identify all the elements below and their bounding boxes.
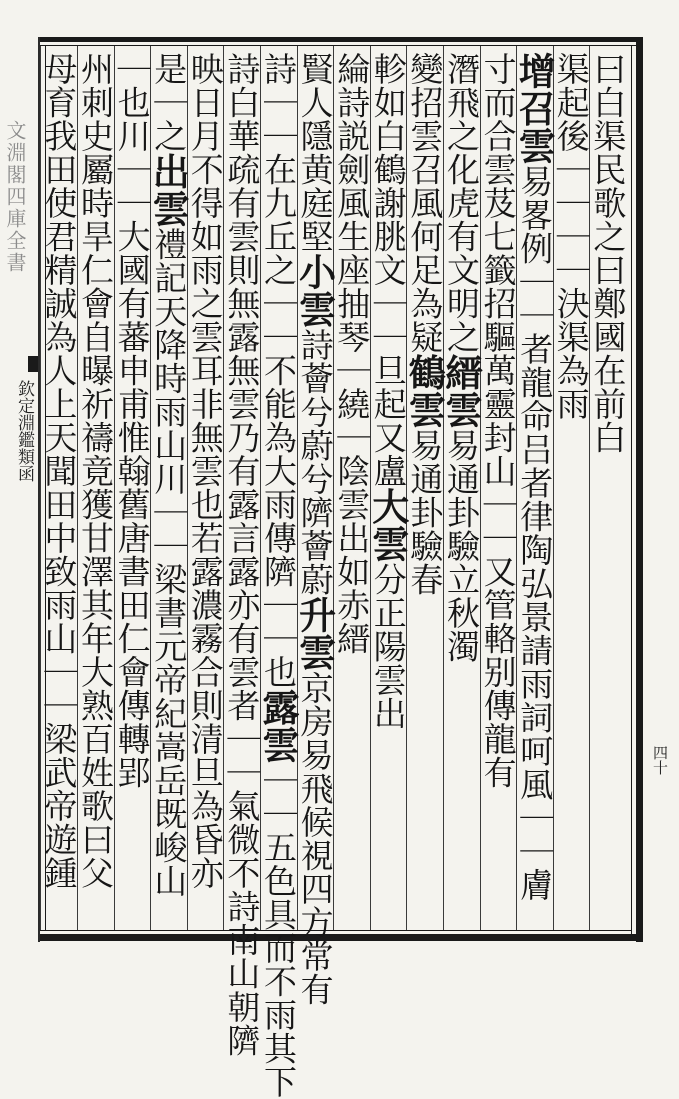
column-text: 詩白華疏有雲則無露無雲乃有露言露亦有雲者｜｜氣微不 — [222, 52, 262, 890]
column-text: 詩｜｜在九丘 — [259, 52, 298, 253]
column-text: 潛飛之化虎有文明之 — [442, 52, 481, 354]
column-text: 渠起後｜｜｜｜決渠為雨 — [551, 52, 591, 421]
entry-heading: 大雲 — [365, 487, 410, 563]
entry-heading: 小雲 — [292, 253, 337, 328]
frame-bottom-inner-rule — [38, 930, 632, 931]
column-text: 變招雲召風何足為疑 — [405, 52, 445, 354]
entry-heading: 縉雲 — [439, 353, 483, 429]
margin-faded-text: 文淵閣四庫全書 — [3, 120, 27, 274]
column-text: 分正陽雲出 — [368, 562, 408, 730]
frame-bottom-rule — [38, 934, 643, 941]
column-text: 易畧例｜｜者龍命吕者律陶弘景請雨詞呵風｜｜膚 — [515, 164, 555, 902]
column-text: 傳隮｜｜也 — [259, 521, 298, 689]
frame-top-rule — [38, 37, 643, 42]
column-text: 曰白渠民歌之曰鄭國在前白 — [588, 52, 628, 454]
margin-book-title: 欽定淵鑑類函 — [14, 380, 34, 482]
column-text: 京房易飛候視四方常有 — [295, 671, 335, 1006]
column-text: 陰雲出如赤縉 — [332, 454, 372, 655]
column-text: 州刺史屬時旱仁會自曝祈禱竟獲甘澤其年大熟百姓歌曰父 — [76, 52, 115, 890]
page-number: 四十 — [651, 745, 669, 775]
column-text: 易通卦驗春 — [405, 428, 445, 596]
column-text: 是｜之 — [149, 52, 189, 153]
column-text: ｜｜五色具而不雨其下 — [259, 763, 298, 1099]
entry-heading: 露雲 — [256, 688, 300, 764]
column-text: 寸而合雲芨七籤招驅萬靈封山｜｜又管輅别傳龍有 — [478, 52, 518, 789]
entry-heading: 鶴雲 — [402, 353, 447, 429]
margin-strip — [0, 60, 36, 900]
column-text: 之｜｜不能為大雨 — [259, 253, 298, 521]
frame-right-rule — [636, 37, 643, 942]
text-column — [35, 52, 82, 927]
column-text: 易通卦驗立秋濁 — [442, 428, 481, 663]
column-text: 映日月不得如雨之雲耳非無雲也若露濃霧合則清旦為昏亦 — [185, 52, 225, 890]
column-text: 詩薈兮蔚兮隮薈蔚 — [295, 328, 335, 596]
column-text: 母育我田使君精誠為人上天聞田中致雨山｜｜梁武帝遊鍾 — [39, 52, 79, 890]
column-text: 賢人隱黄庭堅 — [295, 52, 335, 253]
column-text: ｜也 — [112, 52, 152, 119]
entry-heading: 升雲 — [292, 596, 337, 671]
column-text: 詩南山朝隮 — [222, 889, 262, 1057]
column-text: 綸詩説劍風生座抽琴｜繞｜ — [332, 52, 372, 454]
entry-heading: 增召雲 — [512, 52, 557, 165]
column-text: 川｜｜大國有蕃申甫惟翰舊唐書田仁會傳轉郢 — [112, 119, 152, 789]
entry-heading: 出雲 — [146, 152, 191, 228]
column-text: 禮記天降時雨山川｜｜梁書元帝紀嵩岳既峻山 — [149, 227, 189, 898]
column-text: 軫如白鶴謝朓文｜｜旦起又盧 — [368, 52, 408, 488]
